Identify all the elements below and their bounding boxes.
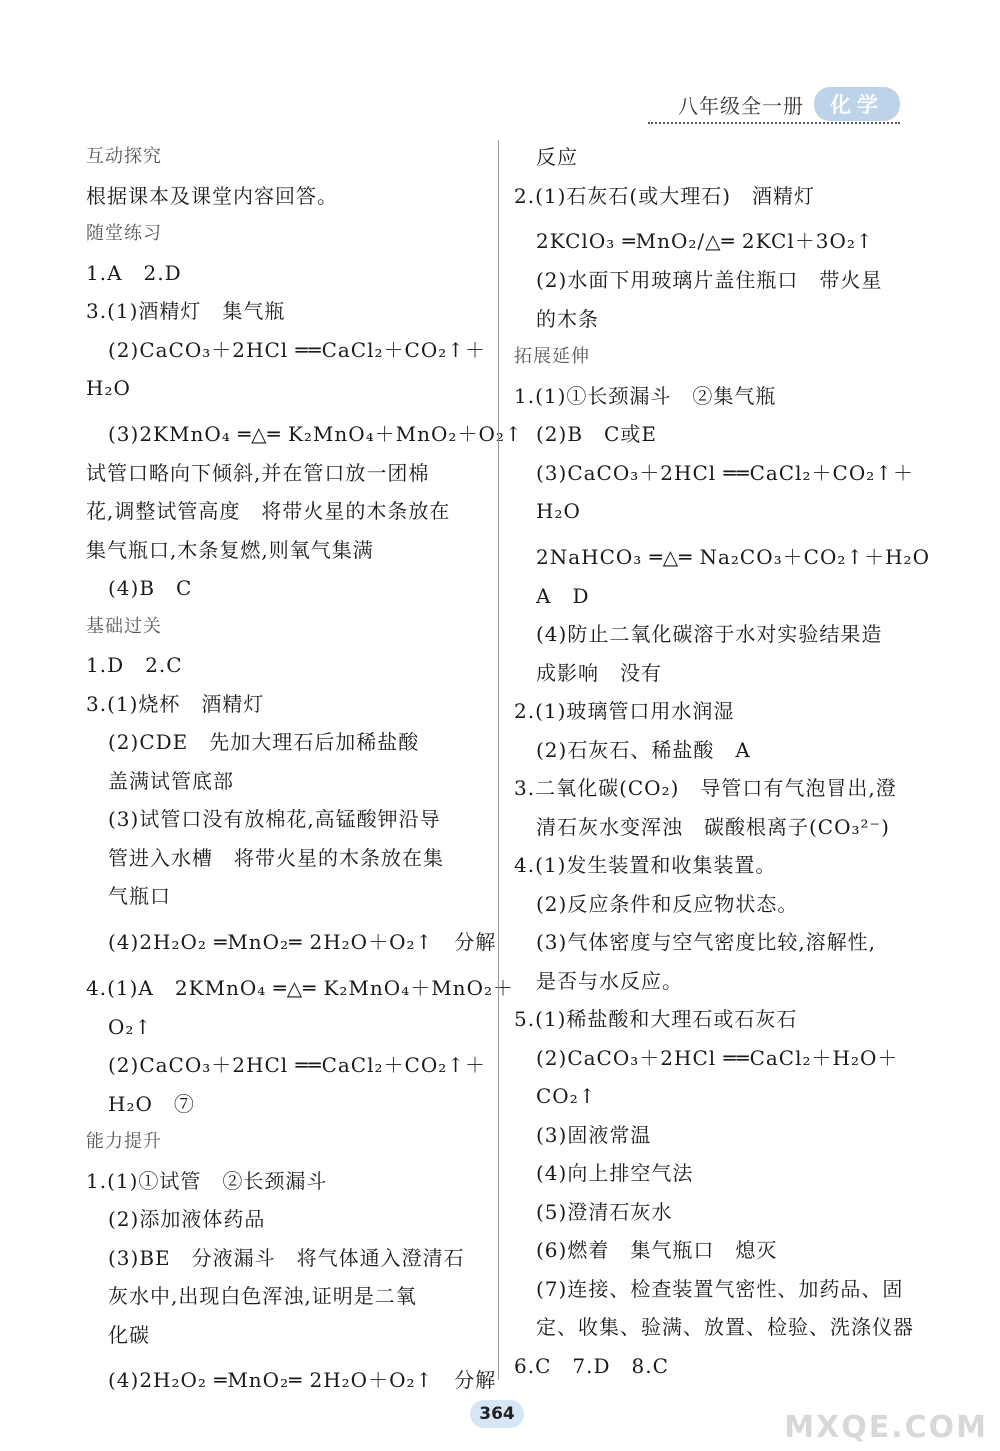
answer-line: (2)CaCO₃＋2HCl ══CaCl₂＋CO₂↑＋	[108, 1053, 486, 1077]
answer-line: (2)CDE 先加大理石后加稀盐酸	[108, 730, 420, 754]
answer-line: (3)2KMnO₄ ═△═ K₂MnO₄＋MnO₂＋O₂↑	[108, 421, 523, 446]
answer-line: 的木条	[536, 306, 599, 331]
section-heading: 随堂练习	[86, 223, 162, 244]
header-rule	[648, 122, 900, 124]
answer-line: (2)反应条件和反应物状态。	[536, 891, 799, 916]
answer-line: 反应	[536, 145, 578, 169]
answer-line: 3.(1)烧杯 酒精灯	[86, 691, 265, 716]
answer-line: 1.(1)①试管 ②长颈漏斗	[86, 1168, 328, 1193]
watermark: MXQE.COM	[784, 1410, 988, 1445]
answer-line: 根据课本及课堂内容回答。	[86, 183, 338, 208]
answer-line: 是否与水反应。	[536, 968, 683, 993]
column-divider	[498, 140, 499, 1380]
answer-line: 2.(1)玻璃管口用水润湿	[514, 699, 735, 723]
answer-line: (5)澄清石灰水	[536, 1199, 673, 1224]
section-heading: 拓展延伸	[514, 346, 590, 367]
answer-line: O₂↑	[108, 1014, 153, 1039]
page-header	[678, 86, 900, 122]
answer-line: 定、收集、验满、放置、检验、洗涤仪器	[536, 1315, 914, 1339]
answer-line: 4.(1)A 2KMnO₄ ═△═ K₂MnO₄＋MnO₂＋	[86, 975, 514, 1000]
answer-line: 试管口略向下倾斜,并在管口放一团棉	[86, 460, 430, 485]
answer-line: 成影响 没有	[536, 660, 662, 685]
answer-line: 4.(1)发生装置和收集装置。	[514, 853, 777, 877]
answer-line: 3.(1)酒精灯 集气瓶	[86, 299, 286, 323]
answer-line: H₂O	[86, 376, 131, 400]
answer-line: A D	[536, 583, 590, 608]
section-heading: 互动探究	[86, 146, 162, 167]
answer-line: (2)添加液体药品	[108, 1207, 266, 1231]
answer-line: 清石灰水变浑浊 碳酸根离子(CO₃²⁻)	[536, 814, 890, 839]
right-column	[514, 138, 930, 1385]
answer-line: (4)2H₂O₂ ═MnO₂═ 2H₂O＋O₂↑ 分解	[108, 1368, 497, 1392]
page-number: 364	[470, 1400, 524, 1428]
answer-line: H₂O ⑦	[108, 1091, 195, 1116]
grade-label: 八年级全一册	[678, 93, 804, 118]
answer-line: (2)CaCO₃＋2HCl ══CaCl₂＋H₂O＋	[536, 1045, 899, 1070]
answer-line: 1.A 2.D	[86, 260, 182, 285]
subject-badge: 化学	[814, 87, 900, 121]
answer-line: 1.(1)①长颈漏斗 ②集气瓶	[514, 383, 777, 408]
answer-line: CO₂↑	[536, 1084, 597, 1108]
answer-line: (2)CaCO₃＋2HCl ══CaCl₂＋CO₂↑＋	[108, 337, 486, 362]
answer-line: (4)防止二氧化碳溶于水对实验结果造	[536, 622, 883, 646]
answer-line: (6)燃着 集气瓶口 熄灭	[536, 1238, 778, 1262]
answer-line: (3)试管口没有放棉花,高锰酸钾沿导	[108, 807, 441, 831]
answer-line: (2)B C或E	[536, 422, 657, 446]
answer-line: H₂O	[536, 499, 581, 523]
answer-line: 6.C 7.D 8.C	[514, 1353, 669, 1378]
answer-line: 3.二氧化碳(CO₂) 导管口有气泡冒出,澄	[514, 776, 897, 800]
answer-line: 化碳	[108, 1322, 150, 1347]
answer-line: (3)固液常温	[536, 1122, 652, 1147]
answer-line: 盖满试管底部	[108, 768, 234, 793]
answer-line: (3)BE 分液漏斗 将气体通入澄清石	[108, 1245, 465, 1270]
answer-line: 2KClO₃ ═MnO₂/△═ 2KCl＋3O₂↑	[536, 229, 874, 253]
answer-line: (2)水面下用玻璃片盖住瓶口 带火星	[536, 268, 883, 292]
answer-line: 气瓶口	[108, 884, 171, 908]
answer-line: 1.D 2.C	[86, 653, 183, 677]
left-column	[86, 138, 523, 1400]
answer-line: (7)连接、检查装置气密性、加药品、固	[536, 1276, 904, 1301]
answer-line: 管进入水槽 将带火星的木条放在集	[108, 845, 444, 870]
answer-line: 5.(1)稀盐酸和大理石或石灰石	[514, 1007, 798, 1031]
answer-line: (2)石灰石、稀盐酸 A	[536, 737, 751, 762]
answer-line: 花,调整试管高度 将带火星的木条放在	[86, 499, 451, 523]
answer-line: 集气瓶口,木条复燃,则氧气集满	[86, 537, 374, 562]
answer-line: 2NaHCO₃ ═△═ Na₂CO₃＋CO₂↑＋H₂O	[536, 544, 930, 569]
answer-line: (4)B C	[108, 576, 193, 600]
answer-line: (3)CaCO₃＋2HCl ══CaCl₂＋CO₂↑＋	[536, 460, 914, 485]
section-heading: 基础过关	[86, 615, 162, 637]
answer-line: 灰水中,出现白色浑浊,证明是二氧	[108, 1284, 417, 1308]
answer-line: 2.(1)石灰石(或大理石) 酒精灯	[514, 183, 816, 208]
answer-line: (3)气体密度与空气密度比较,溶解性,	[536, 930, 877, 954]
answer-line: (4)2H₂O₂ ═MnO₂═ 2H₂O＋O₂↑ 分解	[108, 929, 497, 954]
answer-line: (4)向上排空气法	[536, 1161, 694, 1185]
section-heading: 能力提升	[86, 1131, 162, 1152]
